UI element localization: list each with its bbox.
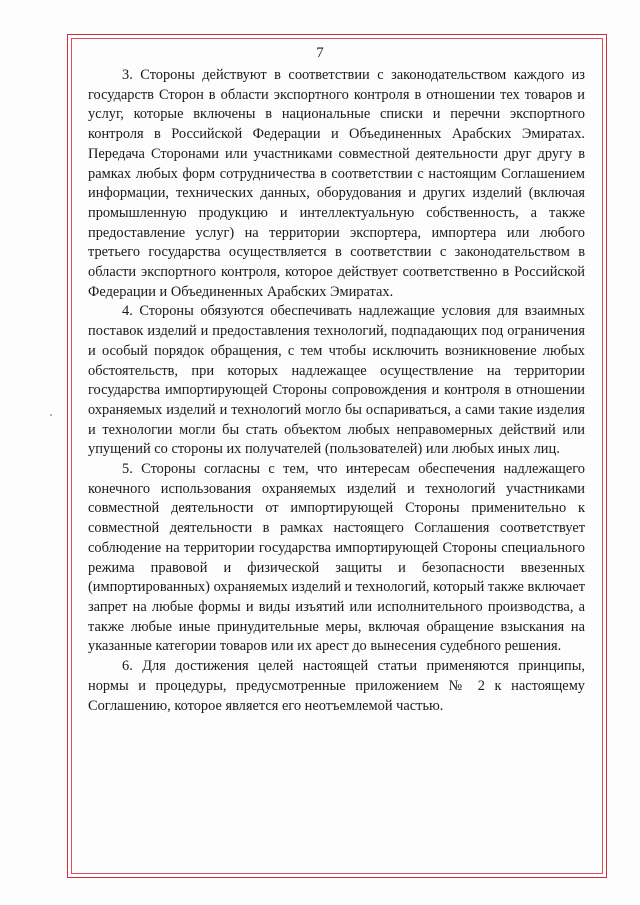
paragraph-4: 4. Стороны обязуются обеспечивать надлежащие условия для взаимных поставок изделий и предоставления технологий, подпадающих под ограничения и особый порядок обращения, с тем чтобы исключить возникновение любых обстоятельств, при которых надлежащее осуществление на территории государства импортирующей Стороны сопровождения и контроля в отношении охраняемых изделий и технологий могло бы оспариваться, а сами такие изделия и технологии могли бы стать объектом любых неправомерных действий или упущений со стороны их получателей (пользователей) или любых иных лиц. — [88, 303, 585, 458]
paragraph-6: 6. Для достижения целей настоящей статьи применяются принципы, нормы и процедуры, предусмотренные приложением № 2 к настоящему Соглашению, которое является его неотъемлемой частью. — [88, 658, 585, 714]
margin-mark — [50, 414, 52, 416]
paragraph-3: 3. Стороны действуют в соответствии с законодательством каждого из государств Сторон в области экспортного контроля в отношении тех товаров и услуг, которые включены в национальные списки и перечни экспортного контроля в Российской Федерации и Объединенных Арабских Эмиратах. Передача Сторонами или участниками совместной деятельности друг другу в рамках любых форм сотрудничества в соответствии с настоящим Соглашением информации, технических данных, оборудования и других изделий (включая промышленную продукцию и интеллектуальную собственность, а также предоставление услуг) на территории экспортера, импортера или любого третьего государства осуществляется в соответствии с законодательством в области экспортного контроля, которое действует соответственно в Российской Федерации и Объединенных Арабских Эмиратах. — [88, 67, 585, 300]
paragraph-5: 5. Стороны согласны с тем, что интересам обеспечения надлежащего конечного использования охраняемых изделий и технологий участниками совместной деятельности от импортирующей Стороны применительно к совместной деятельности в рамках настоящего Соглашения соответствует соблюдение на территории государства импортирующей Стороны специального режима правовой и физической защиты и безопасности ввезенных (импортированных) охраняемых изделий и технологий, который также включает запрет на любые формы и виды изъятий или исполнительного производства, а также любые иные принудительные меры, включая обращение взыскания на указанные категории товаров или их арест до вынесения судебного решения. — [88, 461, 585, 655]
document-body — [88, 66, 585, 716]
page-number: 7 — [316, 45, 324, 61]
